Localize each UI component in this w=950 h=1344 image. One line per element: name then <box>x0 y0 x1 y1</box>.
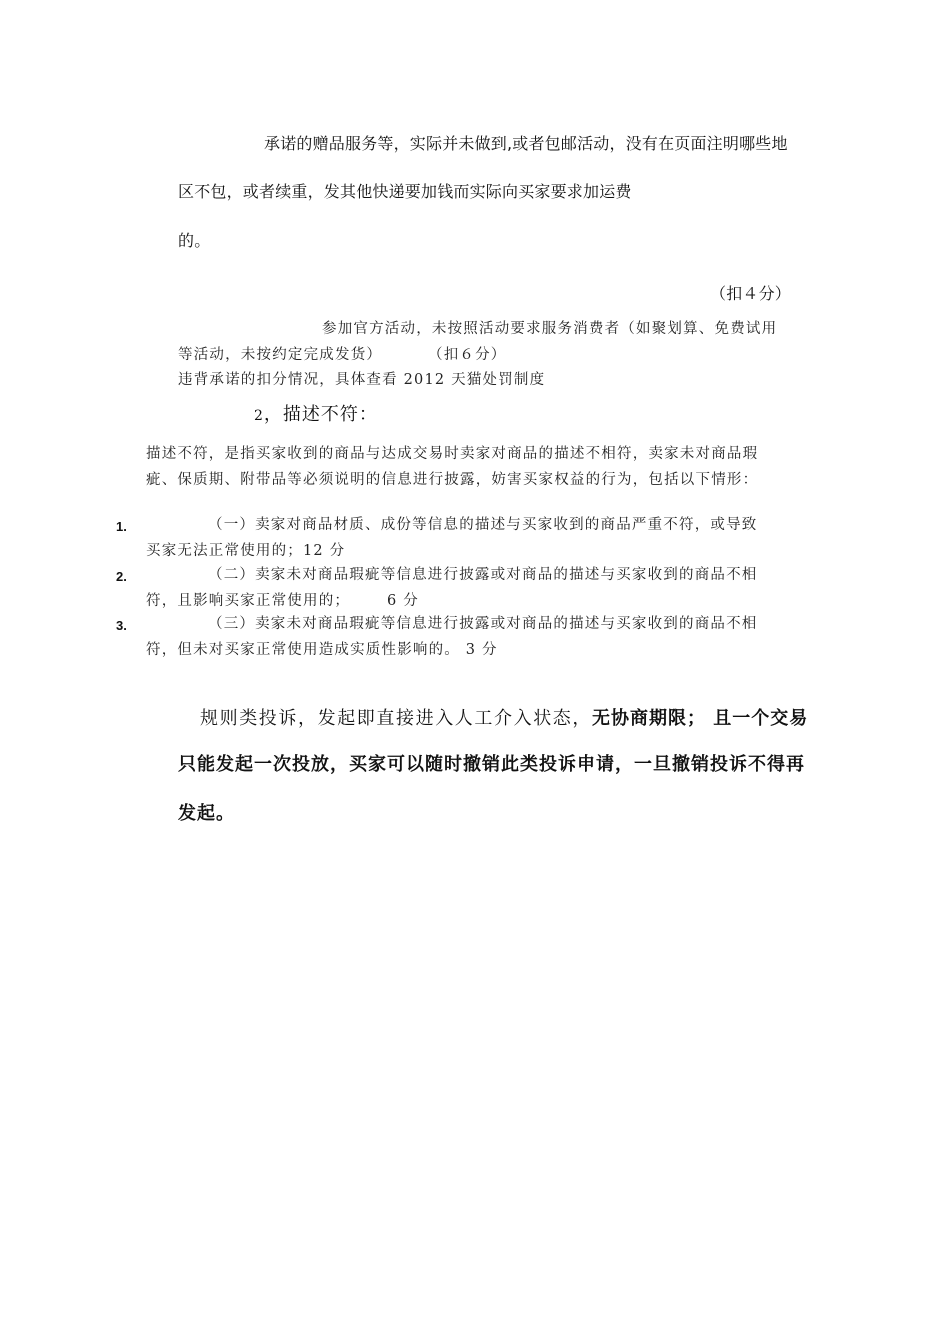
official-activity-line-1: 参加官方活动，未按照活动要求服务消费者（如聚划算、免费试用 <box>322 321 778 337</box>
list-item-2-points: 6 分 <box>387 593 419 609</box>
rules-line-3: 发起。 <box>178 803 235 824</box>
rules-line-1 <box>200 704 808 730</box>
list-item-2-line-2: 符，且影响买家正常使用的； <box>146 593 351 609</box>
heading-title: ，描述不符： <box>263 404 378 425</box>
list-item-marker: 3. <box>116 618 127 633</box>
list-item-marker: 2. <box>116 569 127 584</box>
official-activity-line-2: 等活动，未按约定完成发货） <box>178 347 383 363</box>
rules-line-1-normal: 规则类投诉，发起即直接进入人工介入状态， <box>200 708 592 729</box>
list-item-3-line-1: （三）卖家未对商品瑕疵等信息进行披露或对商品的描述与买家收到的商品不相 <box>208 616 758 632</box>
description-line-1: 描述不符，是指买家收到的商品与达成交易时卖家对商品的描述不相符，卖家未对商品瑕 <box>146 446 759 462</box>
heading-number: 2 <box>254 408 264 424</box>
list-item-3-line-2: 符，但未对买家正常使用造成实质性影响的。 3 分 <box>146 642 498 658</box>
penalty-reference: 违背承诺的扣分情况，具体查看 2012 天猫处罚制度 <box>178 372 546 388</box>
list-item-1-line-1: （一）卖家对商品材质、成份等信息的描述与买家收到的商品严重不符，或导致 <box>208 517 758 533</box>
list-item-2-line-1: （二）卖家未对商品瑕疵等信息进行披露或对商品的描述与买家收到的商品不相 <box>208 567 758 583</box>
list-item-marker: 1. <box>116 519 127 534</box>
list-item-1-line-2: 买家无法正常使用的；12 分 <box>146 543 346 559</box>
section-heading <box>254 400 378 426</box>
deduction-6-points: （扣６分） <box>428 347 507 363</box>
complaint-text-line-3: 的。 <box>178 231 211 250</box>
rules-line-2: 只能发起一次投放，买家可以随时撤销此类投诉申请，一旦撤销投诉不得再 <box>178 754 805 775</box>
complaint-text-line-2: 区不包，或者续重，发其他快递要加钱而实际向买家要求加运费 <box>178 182 632 201</box>
complaint-text-line-1: 承诺的赠品服务等，实际并未做到,或者包邮活动，没有在页面注明哪些地 <box>264 134 788 153</box>
description-line-2: 疵、保质期、附带品等必须说明的信息进行披露，妨害买家权益的行为，包括以下情形： <box>146 472 759 488</box>
deduction-4-points: （扣４分） <box>710 284 792 303</box>
rules-line-1-bold: 无协商期限； 且一个交易 <box>592 708 809 729</box>
